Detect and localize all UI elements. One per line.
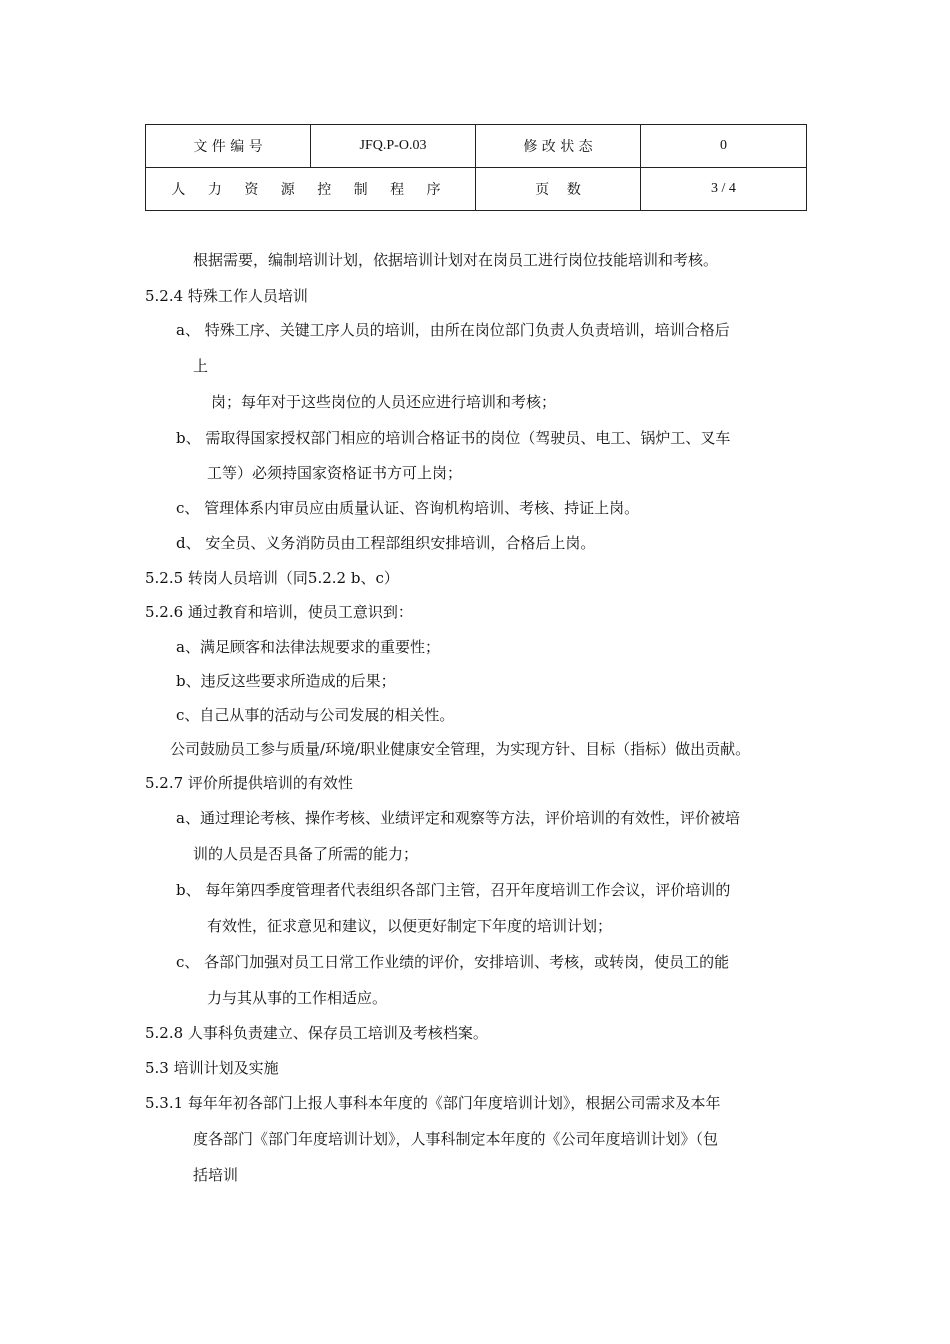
revision-value: 0 (641, 125, 807, 168)
heading-5-2-5: 5.2.5 转岗人员培训（同5.2.2 b、c） (145, 569, 399, 587)
paragraph-5-3-1-wrap-2: 括培训 (193, 1166, 239, 1184)
list-item-5-2-6-a: a、满足顾客和法律法规要求的重要性； (176, 638, 440, 656)
list-item-5-2-4-a-wrap-1: 上 (193, 357, 209, 375)
page-count-value: 3 / 4 (641, 168, 807, 211)
list-item-5-2-7-b-wrap: 有效性，征求意见和建议，以便更好制定下年度的培训计划； (207, 917, 613, 935)
list-item-5-2-4-c: c、 管理体系内审员应由质量认证、咨询机构培训、考核、持证上岗。 (176, 499, 640, 517)
list-item-5-2-7-b: b、 每年第四季度管理者代表组织各部门主管，召开年度培训工作会议，评价培训的 (176, 881, 731, 899)
document-title: 人 力 资 源 控 制 程 序 (146, 168, 476, 211)
paragraph-training-plan: 根据需要，编制培训计划，依据培训计划对在岗员工进行岗位技能培训和考核。 (193, 251, 719, 269)
list-item-5-2-4-b-wrap: 工等）必须持国家资格证书方可上岗； (207, 464, 463, 482)
page-count-label: 页 数 (476, 168, 641, 211)
heading-5-2-8: 5.2.8 人事科负责建立、保存员工培训及考核档案。 (145, 1024, 488, 1042)
list-item-5-2-6-c: c、自己从事的活动与公司发展的相关性。 (176, 706, 455, 724)
revision-label: 修 改 状 态 (476, 125, 641, 168)
list-item-5-2-4-b: b、 需取得国家授权部门相应的培训合格证书的岗位（驾驶员、电工、锅炉工、叉车 (176, 429, 731, 447)
list-item-5-2-7-c: c、 各部门加强对员工日常工作业绩的评价，安排培训、考核，或转岗，使员工的能 (176, 953, 730, 971)
paragraph-5-3-1: 5.3.1 每年年初各部门上报人事科本年度的《部门年度培训计划》，根据公司需求及本年 (145, 1094, 721, 1112)
doc-number-label: 文 件 编 号 (146, 125, 311, 168)
list-item-5-2-4-d: d、 安全员、义务消防员由工程部组织安排培训，合格后上岗。 (176, 534, 596, 552)
list-item-5-2-7-a: a、通过理论考核、操作考核、业绩评定和观察等方法，评价培训的有效性，评价被培 (176, 809, 740, 827)
heading-5-2-6: 5.2.6 通过教育和培训，使员工意识到： (145, 603, 413, 621)
document-header-table (145, 124, 807, 211)
paragraph-5-3-1-wrap-1: 度各部门《部门年度培训计划》，人事科制定本年度的《公司年度培训计划》（包 (193, 1130, 719, 1148)
list-item-5-2-7-a-wrap: 训的人员是否具备了所需的能力； (193, 845, 419, 863)
heading-5-2-4: 5.2.4 特殊工作人员培训 (145, 287, 308, 305)
heading-5-2-7: 5.2.7 评价所提供培训的有效性 (145, 774, 353, 792)
doc-number-value: JFQ.P-O.03 (311, 125, 476, 168)
paragraph-encouragement: 公司鼓励员工参与质量/环境/职业健康安全管理，为实现方针、目标（指标）做出贡献。 (170, 740, 751, 758)
list-item-5-2-4-a: a、 特殊工序、关键工序人员的培训，由所在岗位部门负责人负责培训，培训合格后 (176, 321, 730, 339)
list-item-5-2-7-c-wrap: 力与其从事的工作相适应。 (207, 989, 388, 1007)
list-item-5-2-6-b: b、违反这些要求所造成的后果； (176, 672, 396, 690)
heading-5-3: 5.3 培训计划及实施 (145, 1059, 279, 1077)
list-item-5-2-4-a-wrap-2: 岗；每年对于这些岗位的人员还应进行培训和考核； (211, 393, 557, 411)
